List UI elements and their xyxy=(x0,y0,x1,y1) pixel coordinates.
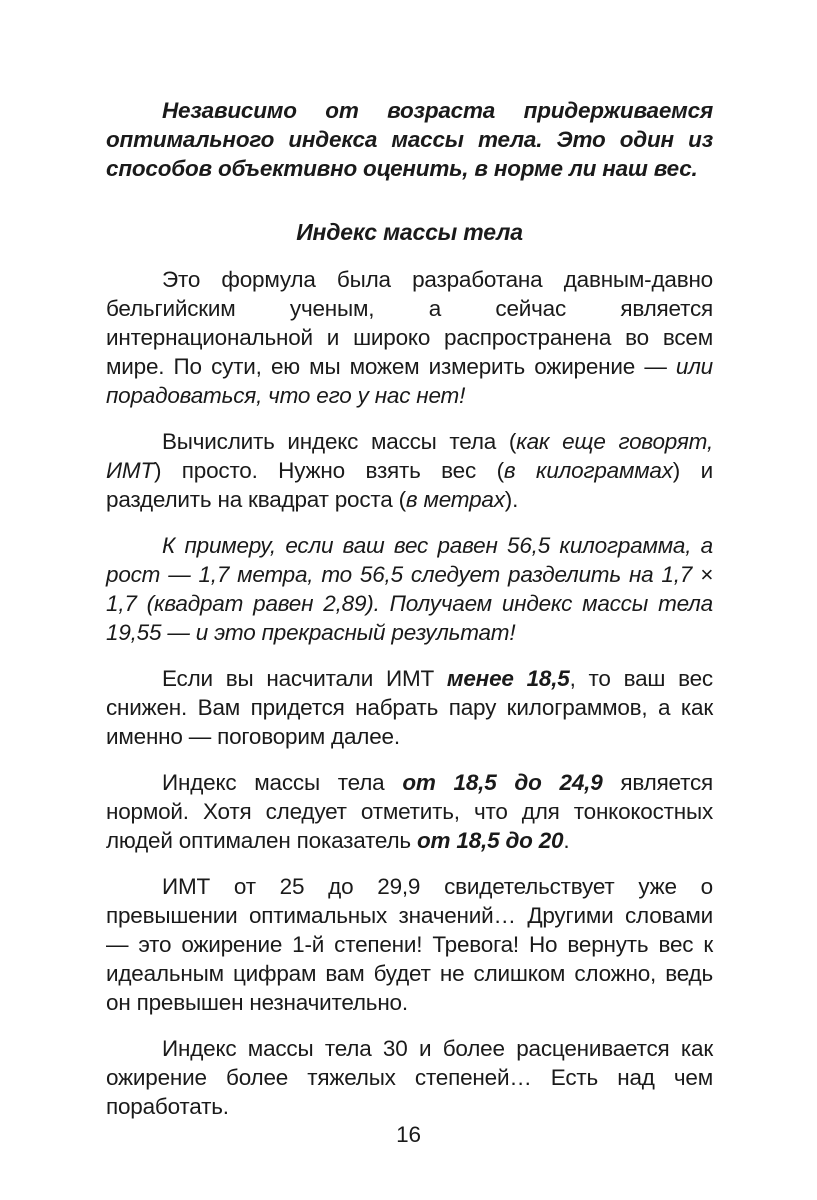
text-run: , то ваш вес снижен. Вам придется набрать пару килограммов, а как именно — поговорим далее. xyxy=(106,666,713,749)
paragraph-5 xyxy=(106,768,713,855)
paragraph-4 xyxy=(106,664,713,751)
paragraph-2 xyxy=(106,427,713,514)
text-run: Индекс массы тела xyxy=(162,770,403,795)
text-run: . xyxy=(563,828,570,853)
text-run: в метрах xyxy=(405,487,505,512)
text-run: как еще говорят, ИМТ xyxy=(106,429,713,483)
section-heading: Индекс массы тела xyxy=(296,219,523,245)
text-run: от 18,5 до 20 xyxy=(417,828,564,853)
intro-paragraph xyxy=(106,96,713,183)
text-run: от 18,5 до 24,9 xyxy=(402,770,603,795)
page-number: 16 xyxy=(396,1122,421,1147)
text-run: ) просто. Нужно взять вес ( xyxy=(153,458,504,483)
text-run: ИМТ от 25 до 29,9 свидетельствует уже о превышении оптимальных значений… Другими словами — это ожирение 1-й степени! Тревога! Но вернуть вес к идеальным цифрам вам будет не слишком сложно, ведь он превышен незначительно. xyxy=(106,874,713,1015)
text-run: Если вы насчитали ИМТ xyxy=(162,666,447,691)
text-run: является нормой. Хотя следует отметить, что для тонкокостных людей оптимален показатель xyxy=(106,770,714,853)
paragraph-1 xyxy=(106,265,713,410)
text-run: Независимо от возраста придерживаемся оптимального индекса массы тела. Это один из способов объективно оценить, в норме ли наш вес. xyxy=(106,98,713,181)
text-run: или порадоваться, что его у нас нет! xyxy=(106,354,713,408)
paragraph-6 xyxy=(106,872,713,1017)
paragraph-7 xyxy=(106,1034,713,1121)
text-run: Индекс массы тела 30 и более расценивается как ожирение более тяжелых степеней… Есть над чем поработать. xyxy=(106,1036,713,1119)
text-run: К примеру, если ваш вес равен 56,5 килограмма, а рост — 1,7 метра, то 56,5 следует разделить на 1,7 × 1,7 (квадрат равен 2,89). Получаем индекс массы тела 19,55 — и это прекрасный результат! xyxy=(106,533,713,645)
paragraph-3-example xyxy=(106,531,713,647)
text-run: менее 18,5 xyxy=(446,666,570,691)
text-run: Вычислить индекс массы тела ( xyxy=(162,429,517,454)
text-run: ) и разделить на квадрат роста ( xyxy=(106,458,713,512)
text-run: в килограммах xyxy=(503,458,673,483)
text-run: ). xyxy=(504,487,519,512)
text-run: Это формула была разработана давным-давно бельгийским ученым, а сейчас является интернациональной и широко распространена во всем мире. По сути, ею мы можем измерить ожирение — xyxy=(106,267,713,379)
